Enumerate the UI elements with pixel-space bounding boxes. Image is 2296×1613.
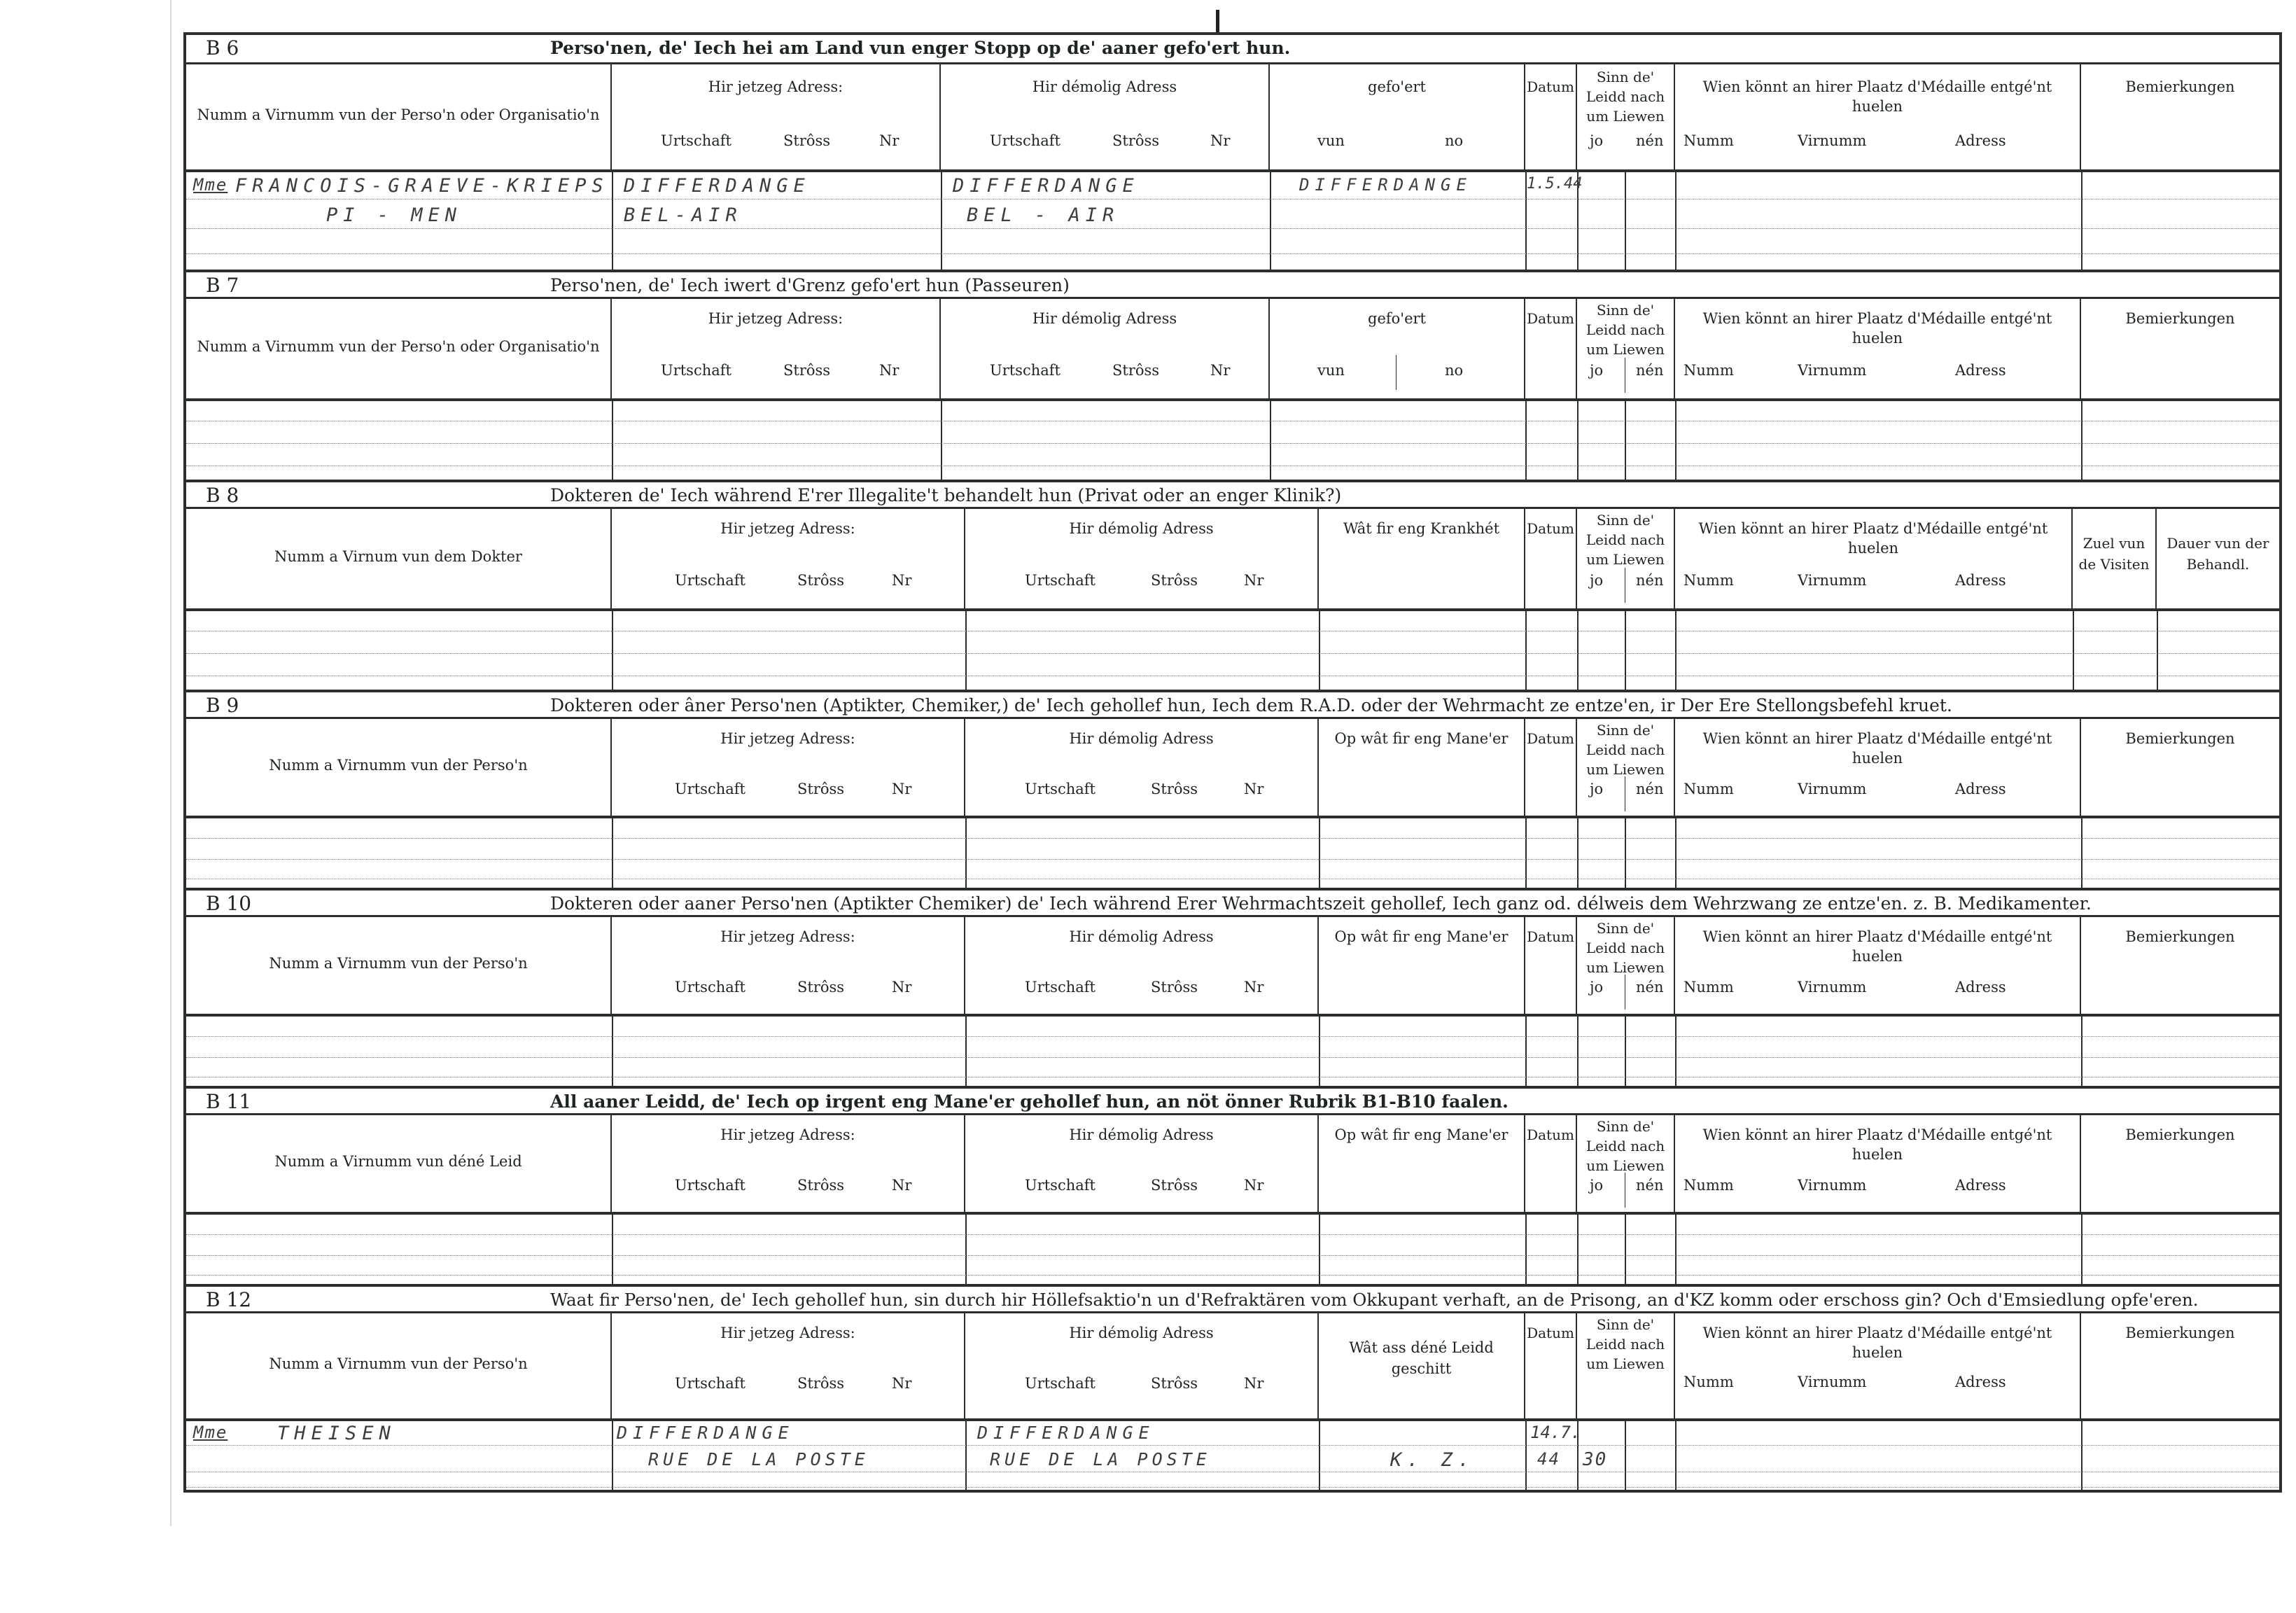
data-rows — [186, 818, 2279, 888]
data-rows — [186, 611, 2279, 690]
col-remarks: Bemierkungen — [2125, 78, 2235, 95]
entry-current-street: BEL-AIR — [624, 204, 743, 226]
section-header — [186, 35, 2279, 64]
entry-datum: 1.5.44 — [1527, 175, 1583, 193]
section-b10 — [186, 888, 2279, 1086]
column-header-row: Numm a Virnumm vun déné Leid Hir jetzeg Adress: Urtschaft Strôss Nr Hir démolig Adress Urtschaft Strôss Nr Op wât fir eng Mane'er Datum Sinn de' Leidd nach um Liewen jo nén Wien könnt an hirer Plaatz d'Médaille entgé'nt huelen Numm Virnumm Adress Bemierkungen — [186, 1115, 2279, 1215]
section-b11 — [186, 1086, 2279, 1284]
column-header-row: Numm a Virnumm vun der Perso'n Hir jetzeg Adress: Urtschaft Strôss Nr Hir démolig Adress Urtschaft Strôss Nr Op wât fir eng Mane'er Datum Sinn de' Leidd nach um Liewen jo nén Wien könnt an hirer Plaatz d'Médaille entgé'nt huelen Numm Virnumm Adress Bemierkungen — [186, 719, 2279, 818]
entry-former-street: BEL - AIR — [967, 204, 1120, 226]
section-title: Dokteren oder aaner Perso'nen (Aptikter Chemiker) de' Iech während Erer Wehrmachtszeit gehollef, Iech ganz od. délweis dem Wehrzwang ze entze'en. z. B. Medikamenter. — [550, 893, 2092, 914]
entry-name: FRANCOIS-GRAEVE-KRIEPS — [235, 175, 609, 197]
section-header — [186, 888, 2279, 917]
section-id: B 6 — [206, 36, 239, 60]
page-marker — [1216, 10, 1219, 32]
section-id: B 12 — [206, 1288, 252, 1311]
section-header — [186, 1284, 2279, 1313]
column-header-row: Numm a Virnumm vun der Perso'n Hir jetzeg Adress: Urtschaft Strôss Nr Hir démolig Adress Urtschaft Strôss Nr Wât ass déné Leidd geschitt Datum Sinn de' Leidd nach um Liewen Wien könnt an hirer Plaatz d'Médaille entgé'nt huelen Numm Virnumm Adress Bemierkungen — [186, 1313, 2279, 1421]
entry-via: DIFFERDANGE — [1299, 175, 1472, 195]
questionnaire-form — [183, 32, 2282, 1493]
section-b12 — [186, 1284, 2279, 1493]
entry-title: Mme — [193, 175, 228, 195]
entry-former-place: DIFFERDANGE — [953, 175, 1140, 197]
section-header — [186, 1086, 2279, 1115]
entry-title: Mme — [193, 1423, 228, 1442]
section-header — [186, 270, 2279, 299]
col-name: Numm a Virnumm vun der Perso'n oder Organisatio'n — [186, 64, 612, 169]
section-id: B 11 — [206, 1090, 252, 1113]
section-id: B 8 — [206, 484, 239, 507]
column-header-row — [186, 64, 2279, 172]
section-title: Dokteren oder âner Perso'nen (Aptikter, Chemiker,) de' Iech gehollef hun, Iech dem R.A.D. oder der Wehrmacht ze entze'en, ir Der Ere Stellongsbefehl kruet. — [550, 695, 1952, 715]
section-header — [186, 480, 2279, 509]
entry-current-place: DIFFERDANGE — [617, 1423, 794, 1443]
col-datum: Datum — [1525, 64, 1577, 169]
data-rows — [186, 401, 2279, 480]
data-rows — [186, 1421, 2279, 1493]
entry-current-place: DIFFERDANGE — [624, 175, 811, 197]
col-current-address: Hir jetzeg Adress: Urtschaft Strôss Nr — [612, 64, 941, 169]
col-medal-recipient: Wien könnt an hirer Plaatz d'Médaille entgé'nt huelen Numm Virnumm Adress — [1675, 64, 2081, 169]
section-header — [186, 690, 2279, 719]
entry-name: THEISEN — [277, 1423, 396, 1444]
section-title: Waat fir Perso'nen, de' Iech gehollef hun, sin durch hir Höllefsaktio'n un d'Refraktären vom Okkupant verhaft, an de Prisong, an d'KZ komm oder erschoss gin? Och d'Emsiedlung opfe'eren. — [550, 1290, 2199, 1310]
section-b9 — [186, 690, 2279, 888]
column-header-row: Numm a Virnumm vun der Perso'n Hir jetzeg Adress: Urtschaft Strôss Nr Hir démolig Adress Urtschaft Strôss Nr Op wât fir eng Mane'er Datum Sinn de' Leidd nach um Liewen jo nén Wien könnt an hirer Plaatz d'Médaille entgé'nt huelen Numm Virnumm Adress Bemierkungen — [186, 917, 2279, 1017]
section-title: All aaner Leidd, de' Iech op irgent eng Mane'er gehollef hun, an nöt önner Rubrik B1-B10 faalen. — [550, 1091, 1508, 1112]
entry-datum-day: 14.7. — [1530, 1423, 1581, 1442]
entry-name-2: PI - MEN — [326, 204, 463, 226]
section-title: Perso'nen, de' Iech iwert d'Grenz gefo'ert hun (Passeuren) — [550, 275, 1070, 295]
col-via: gefo'ert vun no — [1270, 64, 1525, 169]
column-header-row: Numm a Virnum vun dem Dokter Hir jetzeg Adress: Urtschaft Strôss Nr Hir démolig Adress Urtschaft Strôss Nr Wât fir eng Krankhét Datum Sinn de' Leidd nach um Liewen jo nén Wien könnt an hirer Plaatz d'Médaille entgé'nt huelen Numm Virnumm Adress Zuel vun de Visiten Dauer vun der Behandl. — [186, 509, 2279, 611]
section-b7 — [186, 270, 2279, 480]
column-header-row: Numm a Virnumm vun der Perso'n oder Organisatio'n Hir jetzeg Adress: Urtschaft Strôss Nr Hir démolig Adress Urtschaft Strôss Nr gefo'ert vun no Datum Sinn de' Leidd nach um Liewen jo nén Wien könnt an hirer Plaatz d'Médaille entgé'nt huelen Numm Virnumm Adress Bemierkungen — [186, 299, 2279, 401]
data-rows — [186, 172, 2279, 270]
entry-number: 30 — [1583, 1449, 1608, 1470]
entry-former-place: DIFFERDANGE — [977, 1423, 1155, 1443]
section-b6 — [186, 35, 2279, 270]
data-rows — [186, 1017, 2279, 1086]
col-former-address: Hir démolig Adress Urtschaft Strôss Nr — [941, 64, 1270, 169]
entry-former-street: RUE DE LA POSTE — [990, 1449, 1211, 1469]
page-edge-line — [170, 0, 172, 1526]
entry-what-happened: K. Z. — [1390, 1449, 1476, 1471]
section-id: B 10 — [206, 892, 252, 915]
section-title: Dokteren de' Iech während E'rer Illegalite't behandelt hun (Privat oder an enger Klinik?) — [550, 485, 1342, 505]
entry-datum-year: 44 — [1537, 1449, 1560, 1469]
section-id: B 9 — [206, 694, 239, 717]
col-alive: Sinn de' Leidd nach um Liewen jo nén — [1577, 64, 1675, 169]
data-rows — [186, 1215, 2279, 1284]
entry-current-street: RUE DE LA POSTE — [648, 1449, 869, 1469]
section-title: Perso'nen, de' Iech hei am Land vun enger Stopp op de' aaner gefo'ert hun. — [550, 38, 1291, 58]
section-b8 — [186, 480, 2279, 690]
section-id: B 7 — [206, 274, 239, 297]
